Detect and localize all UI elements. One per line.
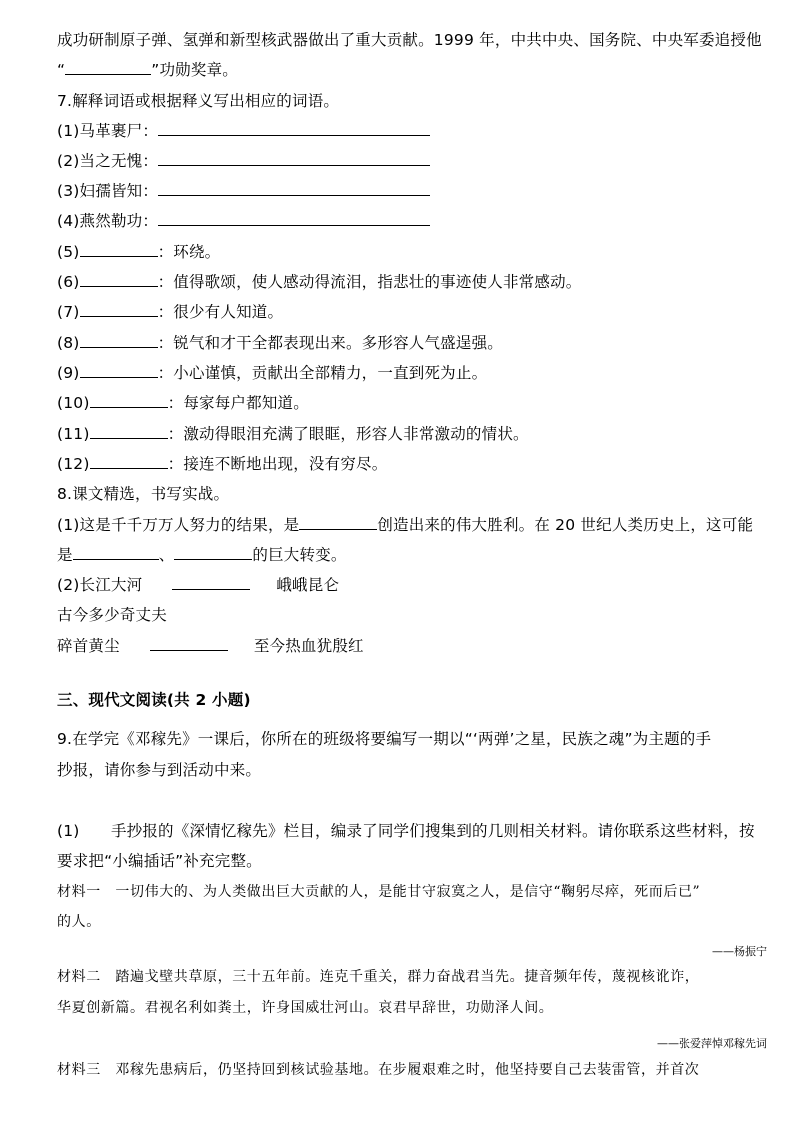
- answer-blank[interactable]: [80, 333, 158, 348]
- q7-item-definition: ：锐气和才干全都表现出来。多形容人气盛逞强。: [157, 334, 503, 352]
- intro-line-2-tail: ”功勋奖章。: [151, 61, 238, 79]
- answer-blank[interactable]: [65, 60, 151, 75]
- material-3-line1: 材料三 邓稼先患病后，仍坚持回到核试验基地。在步履艰难之时，他坚持要自己去装雷管，并首次: [57, 1062, 700, 1078]
- q7-item-number: (10): [57, 394, 90, 412]
- q7-item-definition: ：很少有人知道。: [157, 303, 284, 321]
- poem-text: 峨峨昆仑: [276, 576, 340, 594]
- q8-poem-line2: 古今多少奇丈夫: [57, 606, 167, 624]
- q9-sub1-line2: 要求把“小编插话”补充完整。: [57, 852, 262, 870]
- q7-item-7: [57, 302, 283, 322]
- answer-blank[interactable]: [158, 121, 430, 136]
- open-quote: “: [57, 61, 66, 79]
- q7-item-label: (1)马革裹尸：: [57, 122, 159, 140]
- q7-item-3: [57, 181, 430, 201]
- answer-blank[interactable]: [80, 302, 158, 317]
- answer-blank[interactable]: [90, 424, 168, 439]
- q7-item-number: (12): [57, 455, 90, 473]
- q7-item-label: (2)当之无愧：: [57, 152, 159, 170]
- material-2-line2: 华夏创新篇。君视名利如粪土，许身国威壮河山。哀君早辞世，功勋泽人间。: [57, 1000, 554, 1016]
- q7-item-8: [57, 333, 503, 353]
- poem-text: 至今热血犹殷红: [253, 637, 364, 655]
- answer-blank[interactable]: [90, 393, 168, 408]
- q8-part1-line1: [57, 515, 753, 535]
- q7-item-number: (8): [57, 334, 80, 352]
- answer-blank[interactable]: [90, 454, 168, 469]
- material-1-author: ——杨振宁: [712, 945, 767, 958]
- q7-item-12: [57, 454, 387, 474]
- q9-intro-line2: 抄报，请你参与到活动中来。: [57, 761, 262, 779]
- q8-text: 的巨大转变。: [252, 546, 347, 564]
- answer-blank[interactable]: [80, 272, 158, 287]
- answer-blank[interactable]: [299, 515, 377, 530]
- answer-blank[interactable]: [150, 636, 228, 651]
- q7-item-number: (11): [57, 425, 90, 443]
- material-1-line1: 材料一 一切伟大的、为人类做出巨大贡献的人，是能甘守寂寞之人，是信守“鞠躬尽瘁，死而后已”: [57, 884, 701, 900]
- q8-text: 、: [158, 546, 175, 564]
- q7-item-definition: ：接连不断地出现，没有穷尽。: [167, 455, 388, 473]
- q8-title: 8.课文精选，书写实战。: [57, 485, 230, 503]
- intro-line-2: [57, 60, 238, 80]
- q7-item-9: [57, 363, 487, 383]
- material-1-line2: 的人。: [57, 914, 101, 930]
- q7-item-5: [57, 242, 220, 262]
- q7-item-number: (6): [57, 273, 80, 291]
- answer-blank[interactable]: [80, 363, 158, 378]
- q7-item-definition: ：激动得眼泪充满了眼眶，形容人非常激动的情状。: [167, 425, 529, 443]
- q7-item-11: [57, 424, 529, 444]
- q8-text: 创造出来的伟大胜利。在 20 世纪人类历史上，这可能: [377, 516, 754, 534]
- q7-item-10: [57, 393, 309, 413]
- q7-item-number: (9): [57, 364, 80, 382]
- q7-item-4: [57, 211, 430, 231]
- poem-text: 碎首黄尘: [57, 637, 120, 655]
- q8-part1-line2: [57, 545, 347, 565]
- answer-blank[interactable]: [158, 181, 430, 196]
- material-2-line1: 材料二 踏遍戈壁共草原，三十五年前。连克千重关，群力奋战君当先。捷音频年传，蔑视核讹诈，: [57, 969, 700, 985]
- intro-line-1: 成功研制原子弹、氢弹和新型核武器做出了重大贡献。1999 年，中共中央、国务院、中央军委追授他: [57, 31, 762, 49]
- q8-text: (1)这是千千万万人努力的结果，是: [57, 516, 300, 534]
- section-heading: 三、现代文阅读(共 2 小题): [57, 691, 251, 709]
- poem-text: (2)长江大河: [57, 576, 143, 594]
- answer-blank[interactable]: [158, 151, 430, 166]
- q7-title: 7.解释词语或根据释义写出相应的词语。: [57, 92, 340, 110]
- answer-blank[interactable]: [158, 211, 430, 226]
- q8-poem-line3: [57, 636, 364, 656]
- q7-item-1: [57, 121, 430, 141]
- q9-sub1-line1: (1) 手抄报的《深情忆稼先》栏目，编录了同学们搜集到的几则相关材料。请你联系这些材料，按: [57, 822, 755, 840]
- q8-poem-line1: [57, 575, 339, 595]
- q7-item-number: (7): [57, 303, 80, 321]
- q7-item-number: (5): [57, 243, 80, 261]
- q7-item-6: [57, 272, 581, 292]
- q7-item-label: (4)燕然勒功：: [57, 212, 159, 230]
- answer-blank[interactable]: [174, 545, 252, 560]
- q7-item-definition: ：小心谨慎，贡献出全部精力，一直到死为止。: [157, 364, 488, 382]
- material-2-author: ——张爱萍悼邓稼先词: [657, 1037, 767, 1050]
- q9-intro-line1: 9.在学完《邓稼先》一课后，你所在的班级将要编写一期以“‘两弹’之星，民族之魂”为主题的手: [57, 730, 712, 748]
- answer-blank[interactable]: [73, 545, 159, 560]
- q7-item-2: [57, 151, 430, 171]
- q7-item-definition: ：环绕。: [157, 243, 221, 261]
- q7-item-definition: ：每家每户都知道。: [167, 394, 309, 412]
- q7-item-definition: ：值得歌颂，使人感动得流泪，指悲壮的事迹使人非常感动。: [157, 273, 582, 291]
- answer-blank[interactable]: [172, 575, 250, 590]
- q7-item-label: (3)妇孺皆知：: [57, 182, 159, 200]
- q8-text: 是: [57, 546, 73, 564]
- answer-blank[interactable]: [80, 242, 158, 257]
